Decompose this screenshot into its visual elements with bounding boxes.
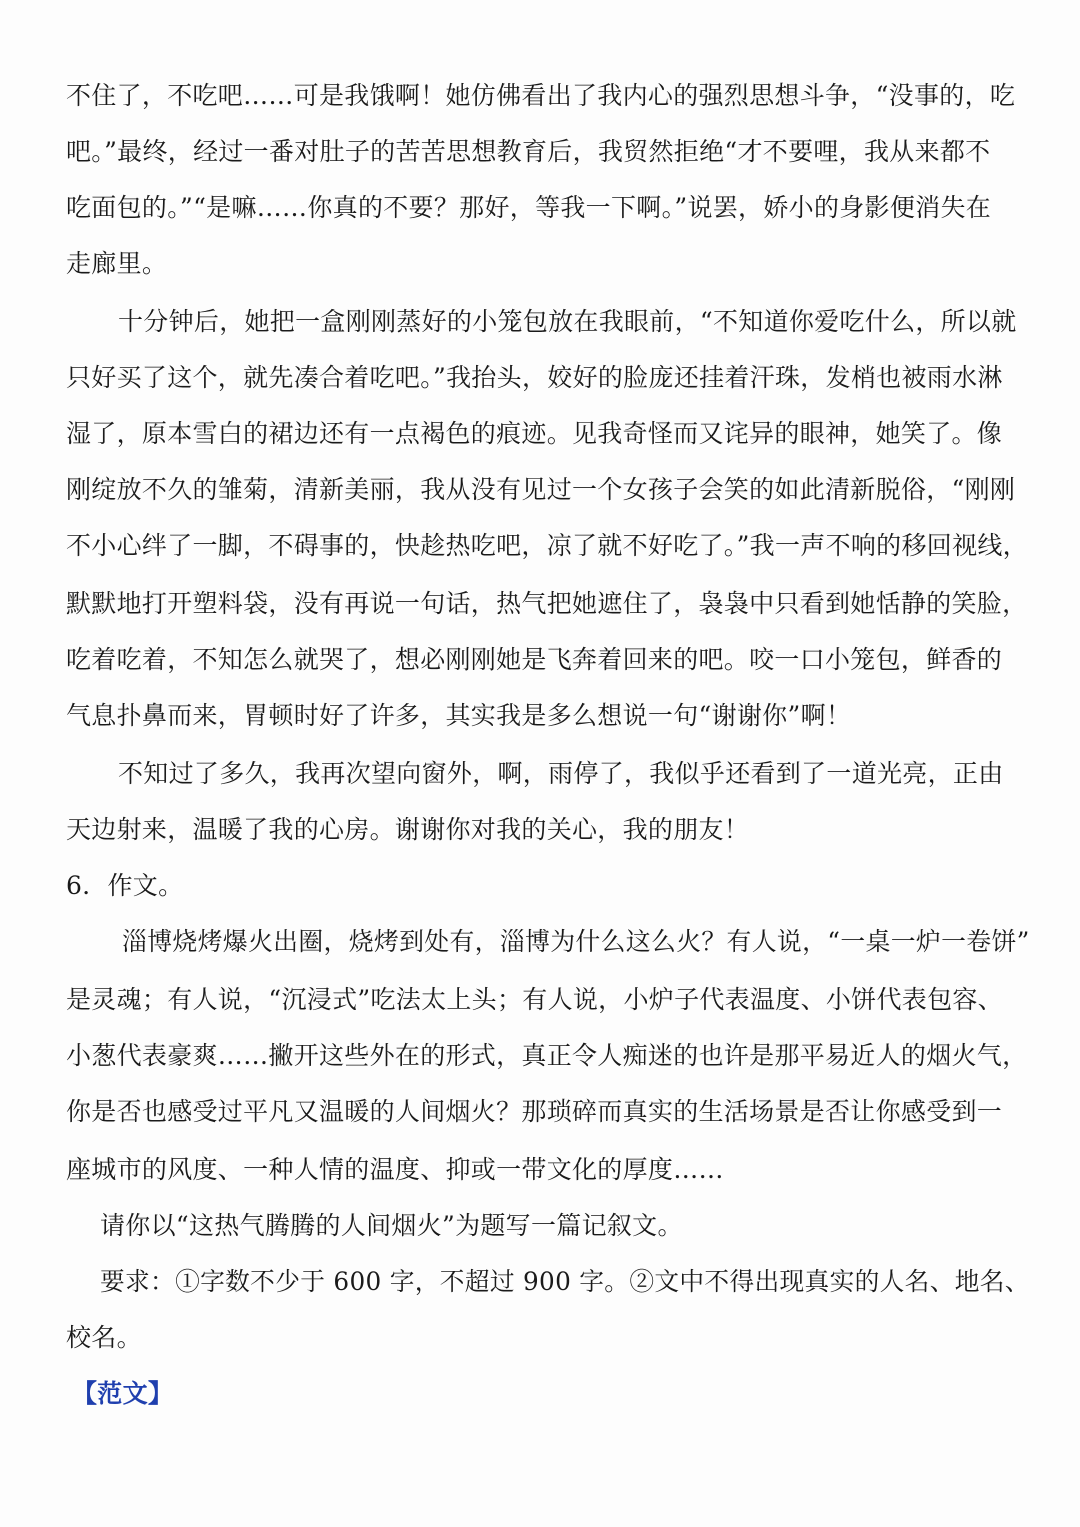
requirements-line: 要求：①字数不少于 600 字，不超过 900 字。②文中不得出现真实的人名、地名、 bbox=[100, 1267, 1030, 1296]
paragraph-line: 天边射来，温暖了我的心房。谢谢你对我的关心，我的朋友！ bbox=[66, 815, 750, 844]
prompt-line: 请你以“这热气腾腾的人间烟火”为题写一篇记叙文。 bbox=[100, 1211, 683, 1240]
paragraph-line: 不住了，不吃吧……可是我饿啊！她仿佛看出了我内心的强烈思想斗争，“没事的，吃 bbox=[66, 81, 1016, 110]
question-heading: 6．作文。 bbox=[66, 871, 184, 900]
paragraph-line: 只好买了这个，就先凑合着吃吧。”我抬头，姣好的脸庞还挂着汗珠，发梢也被雨水淋 bbox=[66, 363, 1003, 392]
paragraph-line: 不小心绊了一脚，不碍事的，快趁热吃吧，凉了就不好吃了。”我一声不响的移回视线， bbox=[66, 531, 1028, 560]
paragraph-line: 十分钟后，她把一盒刚刚蒸好的小笼包放在我眼前，“不知道你爱吃什么，所以就 bbox=[118, 307, 1017, 336]
paragraph-line: 吃面包的。”“是嘛……你真的不要？那好，等我一下啊。”说罢，娇小的身影便消失在 bbox=[66, 193, 992, 222]
requirements-line: 校名。 bbox=[66, 1323, 142, 1352]
paragraph-line: 吧。”最终，经过一番对肚子的苦苦思想教育后，我贸然拒绝“才不要哩，我从来都不 bbox=[66, 137, 991, 166]
paragraph-line: 湿了，原本雪白的裙边还有一点褐色的痕迹。见我奇怪而又诧异的眼神，她笑了。像 bbox=[66, 419, 1003, 448]
model-essay-label: 【范文】 bbox=[72, 1379, 174, 1408]
paragraph-line: 走廊里。 bbox=[66, 249, 168, 278]
paragraph-line: 吃着吃着，不知怎么就哭了，想必刚刚她是飞奔着回来的吧。咬一口小笼包，鲜香的 bbox=[66, 645, 1003, 674]
paragraph-line: 气息扑鼻而来，胃顿时好了许多，其实我是多么想说一句“谢谢你”啊！ bbox=[66, 701, 852, 730]
paragraph-line: 淄博烧烤爆火出圈，烧烤到处有，淄博为什么这么火？有人说，“一桌一炉一卷饼” bbox=[122, 927, 1030, 956]
paragraph-line: 默默地打开塑料袋，没有再说一句话，热气把她遮住了，袅袅中只看到她恬静的笑脸， bbox=[66, 589, 1028, 618]
paragraph-line: 不知过了多久，我再次望向窗外，啊，雨停了，我似乎还看到了一道光亮，正由 bbox=[118, 759, 1004, 788]
paragraph-line: 刚绽放不久的雏菊，清新美丽，我从没有见过一个女孩子会笑的如此清新脱俗，“刚刚 bbox=[66, 475, 1016, 504]
paragraph-line: 是灵魂；有人说，“沉浸式”吃法太上头；有人说，小炉子代表温度、小饼代表包容、 bbox=[66, 985, 1003, 1014]
paragraph-line: 你是否也感受过平凡又温暖的人间烟火？那琐碎而真实的生活场景是否让你感受到一 bbox=[66, 1097, 1003, 1126]
paragraph-line: 小葱代表豪爽……撇开这些外在的形式，真正令人痴迷的也许是那平易近人的烟火气， bbox=[66, 1041, 1028, 1070]
paragraph-line: 座城市的风度、一种人情的温度、抑或一带文化的厚度…… bbox=[66, 1155, 724, 1184]
